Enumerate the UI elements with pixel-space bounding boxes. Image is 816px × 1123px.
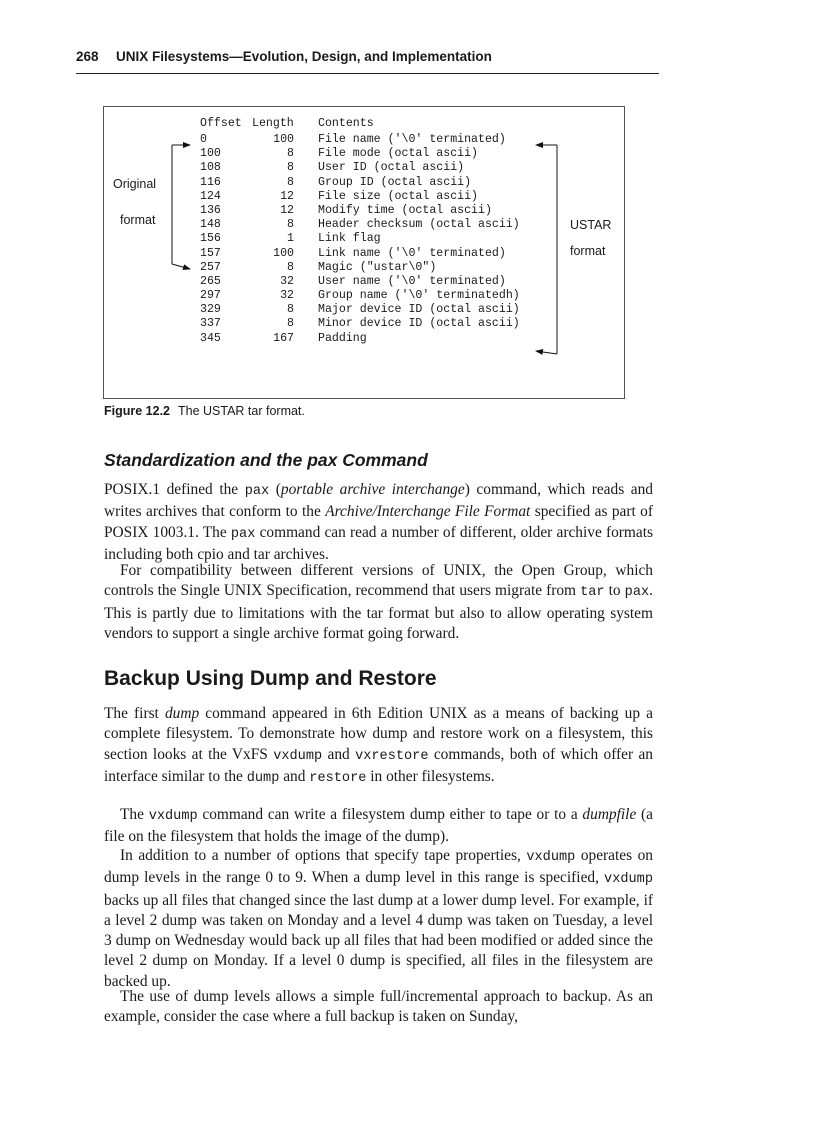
subsection-title: Standardization and the pax Command [104,450,428,470]
contents-cell: Group ID (octal ascii) [318,175,472,189]
length-cell: 100 [273,133,294,146]
contents-cell: File size (octal ascii) [318,189,479,203]
offset-cell: 257 [200,260,221,274]
table-row [200,289,520,303]
ustar-format-label: format [570,244,606,258]
offset-cell: 148 [200,218,221,232]
length-cell: 100 [273,246,294,260]
length-cell: 8 [287,317,294,331]
length-cell: 8 [287,218,294,232]
length-cell: 12 [280,203,294,217]
length-cell: 8 [287,147,294,161]
paragraph-dump-1: The first dump command appeared in 6th Edition UNIX as a means of backing up a complete filesystem. To demonstrate how dump and restore work on a filesystem, this section looks at the VxFS vxdump and vxrestore commands, both of which offer an interface similar to the dump and restore in other filesystems. [104,705,653,786]
length-cell: 32 [280,274,294,288]
paragraph-dump-3: In addition to a number of options that specify tape properties, vxdump operates on dump levels in the range 0 to 9. When a dump level in this range is specified, vxdump backs up all files that changed since the last dump at a lower dump level. For example, if a level 2 dump was taken on Monday and a level 4 dump was taken on Tuesday, a level 3 dump on Wednesday would back up all files that had been modified or added since the level 2 dump on Monday. If a level 0 dump is specified, all files in the filesystem are backed up. [104,847,653,990]
contents-cell: Header checksum (octal ascii) [318,218,520,232]
figure-caption [104,404,305,418]
contents-cell: Link name ('\0' terminated) [318,246,506,260]
section-title: Backup Using Dump and Restore [104,667,437,690]
caption-text: The USTAR tar format. [178,404,305,418]
original-bottom-arrow [172,264,190,269]
contents-cell: Link flag [318,232,381,246]
length-cell: 32 [280,289,294,303]
table-row [200,218,520,232]
offset-header: Offset [200,117,242,130]
paragraph-dump-2: The vxdump command can write a filesystem dump either to tape or to a dumpfile (a file on the filesystem that holds the image of the dump). [104,806,653,846]
length-cell: 1 [287,232,294,246]
table-row [200,204,520,218]
contents-cell: Modify time (octal ascii) [318,203,492,217]
table-row [200,275,520,289]
contents-header: Contents [318,117,374,130]
offset-cell: 345 [200,331,221,345]
contents-cell: Group name ('\0' terminatedh) [318,289,520,303]
caption-label: Figure 12.2 [104,404,170,418]
offset-cell: 136 [200,203,221,217]
table-row [200,261,520,275]
paragraph-pax-2: For compatibility between different versions of UNIX, the Open Group, which controls the Single UNIX Specification, recommend that users migrate from tar to pax. This is partly due to limitations with the tar format but also to allow operating system vendors to support a single archive format going forward. [104,562,653,642]
table-row [200,190,520,204]
page-number: 268 [76,49,99,64]
offset-cell: 156 [200,232,221,246]
length-cell: 12 [280,189,294,203]
length-cell: 8 [287,303,294,317]
offset-cell: 337 [200,317,221,331]
length-header: Length [252,117,294,130]
contents-cell: User name ('\0' terminated) [318,274,506,288]
contents-cell: Major device ID (octal ascii) [318,303,520,317]
table-header [200,117,520,133]
length-cell: 8 [287,161,294,175]
ustar-bottom-arrow [536,351,557,354]
offset-cell: 0 [200,133,207,146]
offset-cell: 329 [200,303,221,317]
contents-cell: Minor device ID (octal ascii) [318,317,520,331]
offset-cell: 297 [200,289,221,303]
offset-cell: 265 [200,274,221,288]
offset-cell: 124 [200,189,221,203]
ustar-figure [103,106,625,399]
original-label: Original [113,177,157,191]
table-row [200,176,520,190]
contents-cell: Magic ("ustar\0") [318,260,437,274]
table-row [200,247,520,261]
original-format-label: format [120,213,156,227]
length-cell: 167 [273,331,294,345]
length-cell: 8 [287,260,294,274]
contents-cell: File mode (octal ascii) [318,147,479,161]
ustar-label: USTAR [570,218,612,232]
book-title: UNIX Filesystems—Evolution, Design, and Implementation [116,49,492,64]
contents-cell: User ID (octal ascii) [318,161,465,175]
length-cell: 8 [287,175,294,189]
table-row [200,317,520,331]
table-row [200,332,520,346]
table-row [200,133,520,147]
paragraph-pax-1: POSIX.1 defined the pax (portable archive interchange) command, which reads and writes archives that conform to the Archive/Interchange File Format specified as part of POSIX 1003.1. The pax command can read a number of different, older archive formats including both cpio and tar archives. [104,481,653,563]
header-layout-table [200,117,520,346]
paragraph-dump-4: The use of dump levels allows a simple full/incremental approach to backup. As an example, consider the case where a full backup is taken on Sunday, [104,988,653,1026]
contents-cell: Padding [318,331,367,345]
offset-cell: 157 [200,246,221,260]
table-row [200,147,520,161]
offset-cell: 108 [200,161,221,175]
contents-cell: File name ('\0' terminated) [318,133,506,146]
offset-cell: 116 [200,175,221,189]
table-row [200,232,520,246]
offset-cell: 100 [200,147,221,161]
table-row [200,303,520,317]
running-header [76,47,659,74]
table-row [200,161,520,175]
